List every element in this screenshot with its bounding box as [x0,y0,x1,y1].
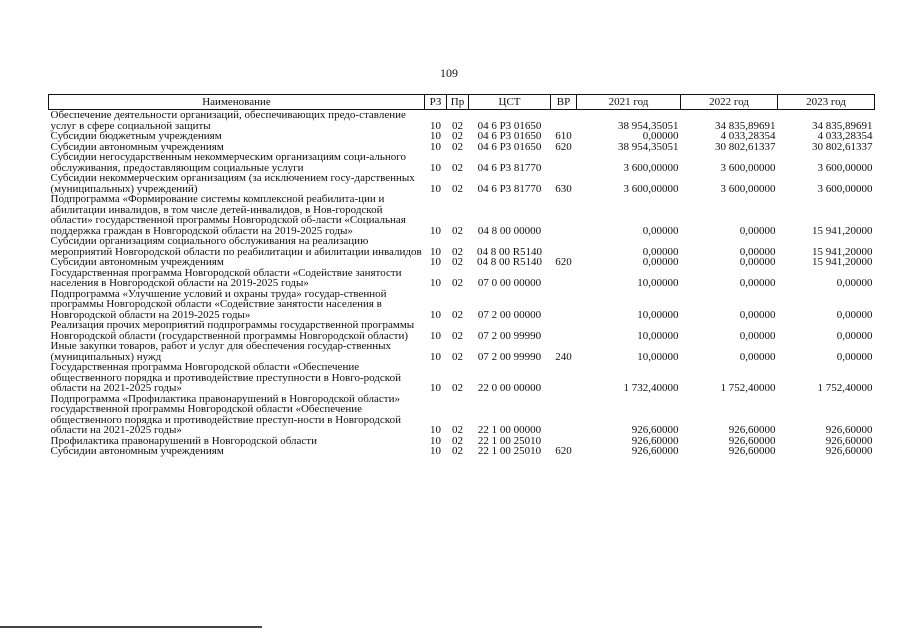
table-row [49,257,875,268]
cell-pr: 02 [452,277,463,289]
cell-2023: 0,00000 [836,308,873,321]
cell-2021: 1 732,40000 [623,382,679,394]
cell-2023: 0,00000 [836,329,873,342]
cell-pr: 02 [452,434,463,447]
cell-rz: 10 [430,308,441,321]
cell-vr [551,394,577,436]
cell-vr: 620 [555,256,572,268]
cell-2023: 3 600,00000 [817,182,873,195]
cell-name: Реализация прочих мероприятий подпрограммы государственной программы Новгородской области (государственной программы Новгородской области) [50,319,415,342]
cell-cst: 04 6 Р3 01650 [477,119,542,132]
cell-vr [551,362,577,394]
table-row [49,152,875,173]
table-row [49,173,875,194]
cell-2022: 34 835,89691 [715,119,776,132]
cell-2023: 30 802,61337 [812,140,873,153]
cell-vr: 620 [555,140,572,153]
cell-name: Подпрограмма «Формирование системы комплексной реабилита-ции и абилитации инвалидов, в том числе детей-инвалидов, в Нов-городской области» государственной программы Новгородской об-ласти «Социальная поддержка граждан в Новгородской области на 2019-2025 годы» [50,193,406,237]
cell-2023: 15 941,20000 [812,256,873,268]
table-header-row [49,95,875,110]
cell-rz: 10 [430,256,441,268]
budget-table [48,94,875,457]
cell-rz: 10 [430,130,441,142]
table-row [49,110,875,132]
cell-vr [551,194,577,236]
table-row [49,446,875,457]
cell-rz: 10 [430,161,441,174]
table-row [49,289,875,321]
cell-cst: 04 6 Р3 81770 [477,161,542,174]
cell-2023: 15 941,20000 [812,224,873,237]
table-row [49,320,875,341]
cell-rz: 10 [430,382,441,394]
cell-2021: 926,60000 [631,434,679,447]
cell-vr [551,152,577,173]
cell-rz: 10 [430,424,441,436]
cell-name: Обеспечение деятельности организаций, обеспечивающих предо-ставление услуг в сфере социальной защиты [50,109,406,132]
table-row [49,362,875,394]
table-row [49,236,875,257]
cell-name: Подпрограмма «Улучшение условий и охраны труда» государ-ственной программы Новгородской области «Содействие занятости населения в Новгородской области на 2019-2025 годы» [50,287,387,321]
cell-pr: 02 [452,445,463,457]
cell-cst: 04 8 00 00000 [477,224,542,237]
cell-name: Субсидии некоммерческим организациям (за исключением госу-дарственных (муниципальных) учреждений) [50,172,415,195]
cell-vr: 630 [555,182,572,195]
cell-2021: 10,00000 [637,329,679,342]
cell-2022: 0,00000 [739,329,776,342]
cell-2022: 0,00000 [739,256,776,268]
cell-cst: 07 2 00 99990 [477,350,542,363]
cell-cst: 07 0 00 00000 [477,277,542,289]
cell-2021: 926,60000 [631,445,679,457]
cell-rz: 10 [430,245,441,258]
cell-cst: 22 1 00 25010 [477,434,542,447]
cell-2022: 0,00000 [739,308,776,321]
cell-name: Субсидии организациям социального обслуживания на реализацию мероприятий Новгородской области по реабилитации и абилитации инвалидов [50,235,422,258]
cell-pr: 02 [452,161,463,174]
cell-2021: 0,00000 [642,130,679,142]
header-2022: 2022 год [681,95,778,110]
cell-2022: 3 600,00000 [720,182,776,195]
cell-name: Субсидии негосударственным некоммерческим организациям соци-ального обслуживания, предоставляющим социальные услуги [50,151,407,174]
cell-pr: 02 [452,424,463,436]
table-row [49,131,875,142]
cell-pr: 02 [452,350,463,363]
cell-name: Субсидии бюджетным учреждениям [50,130,222,142]
cell-pr: 02 [452,308,463,321]
cell-pr: 02 [452,130,463,142]
cell-rz: 10 [430,329,441,342]
cell-name: Иные закупки товаров, работ и услуг для обеспечения государ-ственных (муниципальных) нужд [50,340,392,363]
cell-cst: 07 2 00 99990 [477,329,542,342]
cell-rz: 10 [430,182,441,195]
cell-vr [551,236,577,257]
cell-2022: 4 033,28354 [720,130,776,142]
cell-rz: 10 [430,224,441,237]
cell-2022: 3 600,00000 [720,161,776,174]
cell-vr [551,268,577,289]
cell-cst: 04 8 00 R5140 [476,256,543,268]
cell-pr: 02 [452,182,463,195]
page-number: 109 [440,66,458,80]
cell-2023: 926,60000 [825,424,873,436]
cell-2023: 0,00000 [836,350,873,363]
cell-cst: 22 0 00 00000 [477,382,542,394]
cell-2023: 3 600,00000 [817,161,873,174]
cell-pr: 02 [452,382,463,394]
cell-rz: 10 [430,445,441,457]
cell-rz: 10 [430,434,441,447]
cell-name: Профилактика правонарушений в Новгородской области [50,434,317,447]
cell-2023: 34 835,89691 [812,119,873,132]
cell-pr: 02 [452,245,463,258]
cell-cst: 04 6 Р3 81770 [477,182,542,195]
header-name: Наименование [49,95,425,110]
cell-name: Подпрограмма «Профилактика правонарушений в Новгородской области» государственной программы Новгородской области «Обеспечение общественного порядка и противодействие преступ-ности в Новгородской области на 2021-2025 годы» [50,392,401,436]
cell-2022: 0,00000 [739,224,776,237]
cell-2021: 0,00000 [642,245,679,258]
cell-vr: 610 [555,130,572,142]
cell-2022: 1 752,40000 [720,382,776,394]
cell-name: Субсидии автономным учреждениям [50,256,224,268]
cell-2022: 0,00000 [739,350,776,363]
cell-2021: 10,00000 [637,350,679,363]
cell-pr: 02 [452,329,463,342]
cell-vr [551,320,577,341]
header-rz: РЗ [425,95,447,110]
header-pr: Пр [447,95,469,110]
header-2021: 2021 год [577,95,681,110]
cell-vr [551,289,577,321]
cell-2021: 926,60000 [631,424,679,436]
cell-2023: 926,60000 [825,434,873,447]
cell-2023: 1 752,40000 [817,382,873,394]
cell-cst: 04 6 Р3 01650 [477,140,542,153]
cell-cst: 22 1 00 25010 [477,445,542,457]
table-row [49,194,875,236]
cell-name: Государственная программа Новгородской области «Обеспечение общественного порядка и противодействие преступности в Новго-родской области на 2021-2025 годы» [50,361,401,394]
cell-2022: 30 802,61337 [715,140,776,153]
cell-pr: 02 [452,119,463,132]
cell-2022: 926,60000 [728,445,776,457]
cell-2021: 38 954,35051 [618,119,679,132]
cell-2023: 15 941,20000 [812,245,873,258]
cell-name: Государственная программа Новгородской области «Содействие занятости населения в Новгородской области на 2019-2025 годы» [50,266,402,289]
cell-2021: 3 600,00000 [623,182,679,195]
cell-pr: 02 [452,140,463,153]
cell-rz: 10 [430,277,441,289]
header-2023: 2023 год [778,95,875,110]
cell-pr: 02 [452,256,463,268]
header-vr: ВР [551,95,577,110]
cell-2021: 10,00000 [637,277,679,289]
header-cst: ЦСТ [469,95,551,110]
table-row [49,394,875,436]
cell-2021: 38 954,35051 [618,140,679,153]
cell-2023: 4 033,28354 [817,130,873,142]
cell-2022: 0,00000 [739,277,776,289]
cell-name: Субсидии автономным учреждениям [50,445,224,457]
footer-divider [0,626,262,628]
cell-2022: 926,60000 [728,434,776,447]
cell-2021: 0,00000 [642,256,679,268]
cell-vr: 620 [555,445,572,457]
cell-cst: 22 1 00 00000 [477,424,542,436]
cell-2023: 0,00000 [836,277,873,289]
cell-2021: 10,00000 [637,308,679,321]
table-row [49,268,875,289]
cell-pr: 02 [452,224,463,237]
table-row [49,341,875,362]
cell-vr: 240 [555,350,572,363]
cell-cst: 04 8 00 R5140 [476,245,543,258]
cell-rz: 10 [430,140,441,153]
cell-2022: 926,60000 [728,424,776,436]
cell-cst: 04 6 Р3 01650 [477,130,542,142]
cell-2022: 0,00000 [739,245,776,258]
cell-2021: 3 600,00000 [623,161,679,174]
cell-vr [551,110,577,132]
cell-2021: 0,00000 [642,224,679,237]
cell-2023: 926,60000 [825,445,873,457]
cell-name: Субсидии автономным учреждениям [50,140,224,153]
cell-cst: 07 2 00 00000 [477,308,542,321]
table-body [49,110,875,457]
cell-rz: 10 [430,119,441,132]
cell-rz: 10 [430,350,441,363]
